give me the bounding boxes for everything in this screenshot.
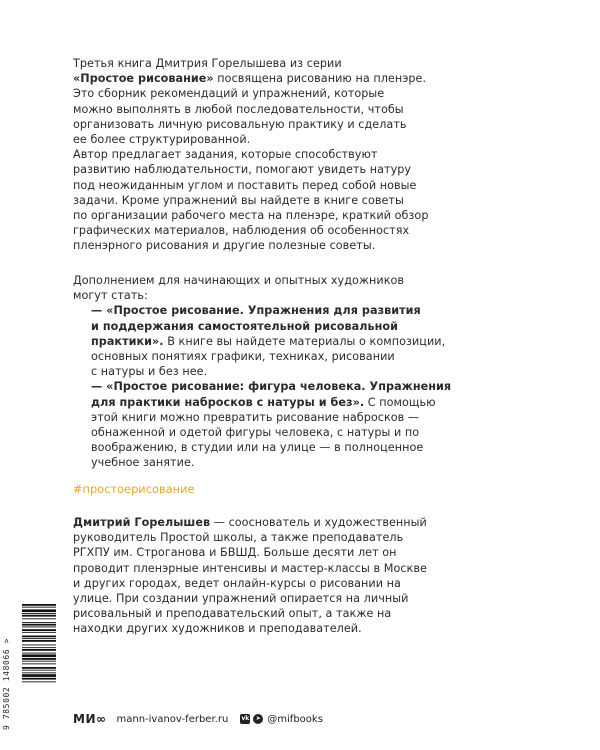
barcode-bar — [22, 618, 56, 619]
publisher-footer — [73, 709, 323, 729]
barcode-bar — [22, 645, 56, 646]
publisher-url[interactable]: mann-ivanov-ferber.ru — [116, 713, 229, 725]
barcode-bar — [22, 615, 56, 617]
book-desc-text: В книге вы найдете материалы о композиции, — [163, 334, 446, 348]
barcode-number: 9 785002 148066 > — [2, 637, 11, 730]
social-handle[interactable]: @mifbooks — [267, 713, 323, 725]
book-title-line: — «Простое рисование: фигура человека. Упражнения — [91, 380, 452, 394]
barcode-bar — [22, 667, 56, 669]
intro-line — [73, 71, 465, 86]
author-bio — [73, 515, 465, 637]
author-line: рисовальный и преподавательский опыт, а также на — [73, 607, 392, 621]
barcode-bar — [22, 681, 56, 682]
intro-line: организовать личную рисовальную практику и сделать — [73, 117, 407, 131]
book-desc-line: с натуры и без нее. — [91, 365, 208, 379]
barcode-bar — [22, 653, 56, 654]
intro-line: Автор предлагает задания, которые способствуют — [73, 148, 378, 162]
author-line: находки других художников и преподавателей. — [73, 622, 362, 636]
intro-line: Это сборник рекомендаций и упражнений, которые — [73, 87, 385, 101]
series-title: «Простое рисование» — [73, 72, 214, 86]
book-desc-line: учебное занятие. — [91, 456, 195, 470]
author-line-rest: — сооснователь и художественный — [210, 516, 427, 529]
intro-line: ее более структурированной. — [73, 133, 251, 147]
barcode-bar — [22, 607, 56, 608]
additions-section — [73, 273, 465, 471]
book-desc-line: воображению, в студии или на улице — в полноценное — [91, 441, 424, 455]
intro-line: графических материалов, наблюдения об особенностях — [73, 224, 410, 238]
barcode-bar — [22, 613, 56, 614]
barcode-bar — [22, 654, 56, 657]
intro-paragraph — [73, 56, 465, 254]
barcode-bar — [22, 661, 56, 662]
book-title-line: практики». — [91, 334, 164, 348]
intro-line: Третья книга Дмитрия Горелышева из серии — [73, 57, 342, 70]
intro-line-rest: посвящена рисованию на пленэре. — [213, 72, 427, 86]
barcode-bar — [22, 674, 56, 677]
book-desc-line: обнаженной и одетой фигуры человека, с натуры и по — [91, 426, 420, 440]
intro-line: можно выполнять в любой последовательности, чтобы — [73, 102, 404, 116]
book-desc-line: основных понятиях графики, техниках, рисовании — [91, 350, 395, 364]
barcode-bar — [22, 658, 56, 660]
barcode-bar — [22, 636, 56, 638]
intro-line: развитию наблюдательности, помогают увидеть натуру — [73, 163, 412, 177]
intro-line: задачи. Кроме упражнений вы найдете в книге советы — [73, 193, 404, 207]
barcode-bar — [22, 609, 56, 612]
vk-icon[interactable]: vk — [241, 715, 250, 722]
barcode-bar — [22, 622, 56, 623]
barcode — [10, 600, 58, 730]
barcode-bar — [22, 629, 56, 631]
book-list-item-1 — [91, 303, 465, 379]
author-name: Дмитрий Горелышев — [73, 516, 211, 529]
book-list — [73, 303, 465, 470]
book-title-line: — «Простое рисование. Упражнения для развития — [91, 304, 421, 318]
telegram-icon[interactable]: ➤ — [253, 714, 263, 724]
hashtag: #простоерисование — [73, 482, 195, 496]
additions-line: Дополнением для начинающих и опытных художников — [73, 274, 405, 287]
publisher-logo: МИ∞ — [73, 712, 107, 726]
intro-line: пленэрного рисования и другие полезные советы. — [73, 239, 376, 253]
barcode-bar — [22, 638, 56, 639]
author-line: руководитель Простой школы, а также преподаватель — [73, 531, 404, 545]
author-line — [73, 515, 465, 530]
barcode-bar — [22, 640, 56, 642]
book-title-line: для практики набросков с натуры и без». — [91, 395, 365, 409]
book-desc-line — [91, 334, 465, 349]
book-desc-text: С помощью — [364, 395, 436, 409]
barcode-bar — [22, 627, 56, 628]
book-desc-line — [91, 395, 465, 410]
intro-line: по организации рабочего места на пленэре, краткий обзор — [73, 209, 429, 223]
book-desc-line: этой книги можно превратить рисование набросков — — [91, 410, 420, 424]
author-line: РГХПУ им. Строганова и БВШД. Больше десяти лет он — [73, 546, 397, 560]
barcode-bar — [22, 670, 56, 671]
barcode-bar — [22, 624, 56, 626]
intro-line: под неожиданным углом и поставить перед собой новые — [73, 178, 417, 192]
barcode-bar — [22, 632, 56, 633]
book-title-line: и поддержания самостоятельной рисовальной — [91, 319, 398, 333]
book-list-item-2 — [91, 379, 465, 470]
barcode-bar — [22, 604, 56, 606]
barcode-bar — [22, 649, 56, 651]
barcode-bar — [22, 672, 56, 673]
barcode-bar — [22, 678, 56, 680]
barcode-bar — [22, 663, 56, 664]
barcode-bar — [22, 647, 56, 648]
author-line: улице. При создании упражнений опирается на личный — [73, 592, 409, 606]
author-line: проводит пленэрные интенсивы и мастер-классы в Москве — [73, 561, 427, 575]
additions-line: могут стать: — [73, 289, 148, 303]
author-line: и других городах, ведет онлайн-курсы о рисовании на — [73, 576, 401, 590]
